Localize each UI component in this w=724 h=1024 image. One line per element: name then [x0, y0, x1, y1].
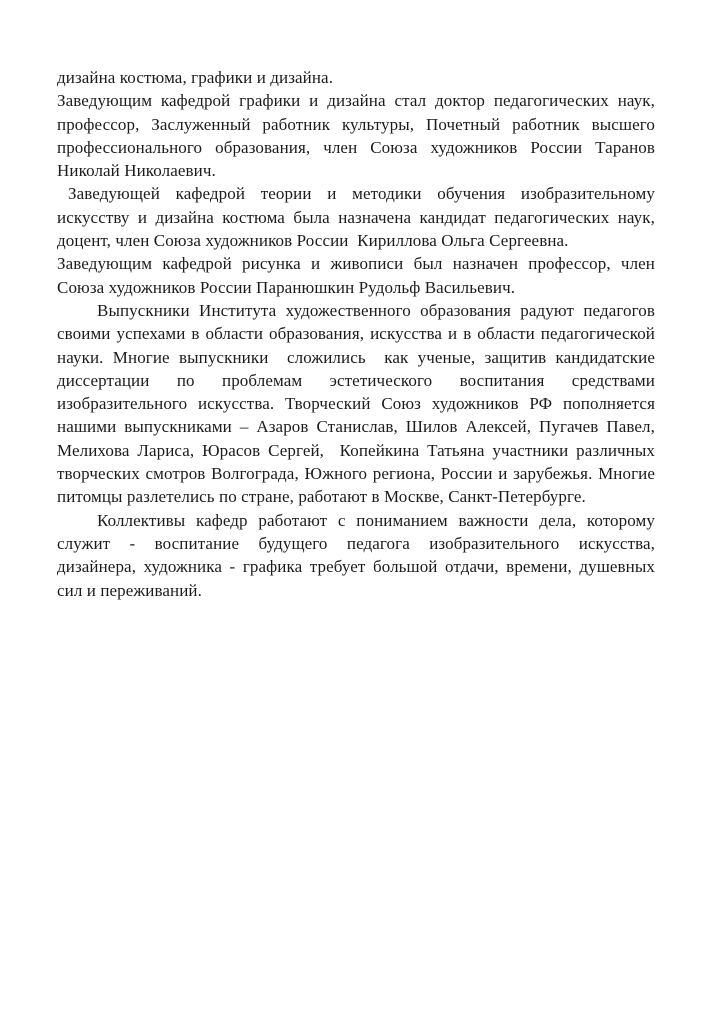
text-line: профессор, Заслуженный работник культуры, Почетный работник высшего: [57, 114, 655, 134]
text-line: дизайна костюма, графики и дизайна.: [57, 68, 334, 87]
text-line: Заведующим кафедрой рисунка и живописи был назначен профессор, член: [57, 254, 655, 274]
paragraph-4: [57, 252, 655, 299]
text-line: дизайнера, художника - графика требует большой отдачи, времени, душевных: [57, 557, 655, 577]
text-line: Коллективы кафедр работают с пониманием важности дела, которому: [97, 510, 655, 530]
text-line: Заведующим кафедрой графики и дизайна стал доктор педагогических наук,: [57, 91, 655, 111]
text-line: изобразительного искусства. Творческий Союз художников РФ пополняется: [57, 394, 655, 414]
text-line: Николай Николаевич.: [57, 161, 216, 181]
paragraph-6: [57, 509, 655, 602]
paragraph-1: [57, 66, 655, 89]
text-line: Заведующей кафедрой теории и методики обучения изобразительному: [68, 184, 655, 204]
text-line: питомцы разлетелись по стране, работают в Москве, Санкт-Петербурге.: [57, 487, 586, 507]
text-line: нашими выпускниками – Азаров Станислав, Шилов Алексей, Пугачев Павел,: [57, 417, 655, 437]
text-line: искусству и дизайна костюма была назначена кандидат педагогических наук,: [57, 207, 655, 227]
text-line: профессионального образования, член Союза художников России Таранов: [57, 137, 655, 157]
paragraph-3: [57, 182, 655, 252]
page-text: [57, 66, 655, 602]
text-line: Союза художников России Паранюшкин Рудольф Васильевич.: [57, 277, 516, 297]
text-line: сил и переживаний.: [57, 580, 202, 600]
text-line: Выпускники Института художественного образования радуют педагогов: [97, 300, 655, 320]
paragraph-2: [57, 89, 655, 182]
text-line: своими успехами в области образования, искусства и в области педагогической: [57, 324, 655, 344]
paragraph-5: [57, 299, 655, 509]
text-line: доцент, член Союза художников России Кириллова Ольга Сергеевна.: [57, 231, 569, 251]
text-line: диссертации по проблемам эстетического воспитания средствами: [57, 370, 655, 390]
text-line: творческих смотров Волгограда, Южного региона, России и зарубежья. Многие: [57, 464, 655, 484]
text-line: служит - воспитание будущего педагога изобразительного искусства,: [57, 533, 655, 553]
text-line: Мелихова Лариса, Юрасов Сергей, Копейкина Татьяна участники различных: [57, 440, 655, 460]
text-line: науки. Многие выпускники сложились как ученые, защитив кандидатские: [57, 347, 655, 367]
